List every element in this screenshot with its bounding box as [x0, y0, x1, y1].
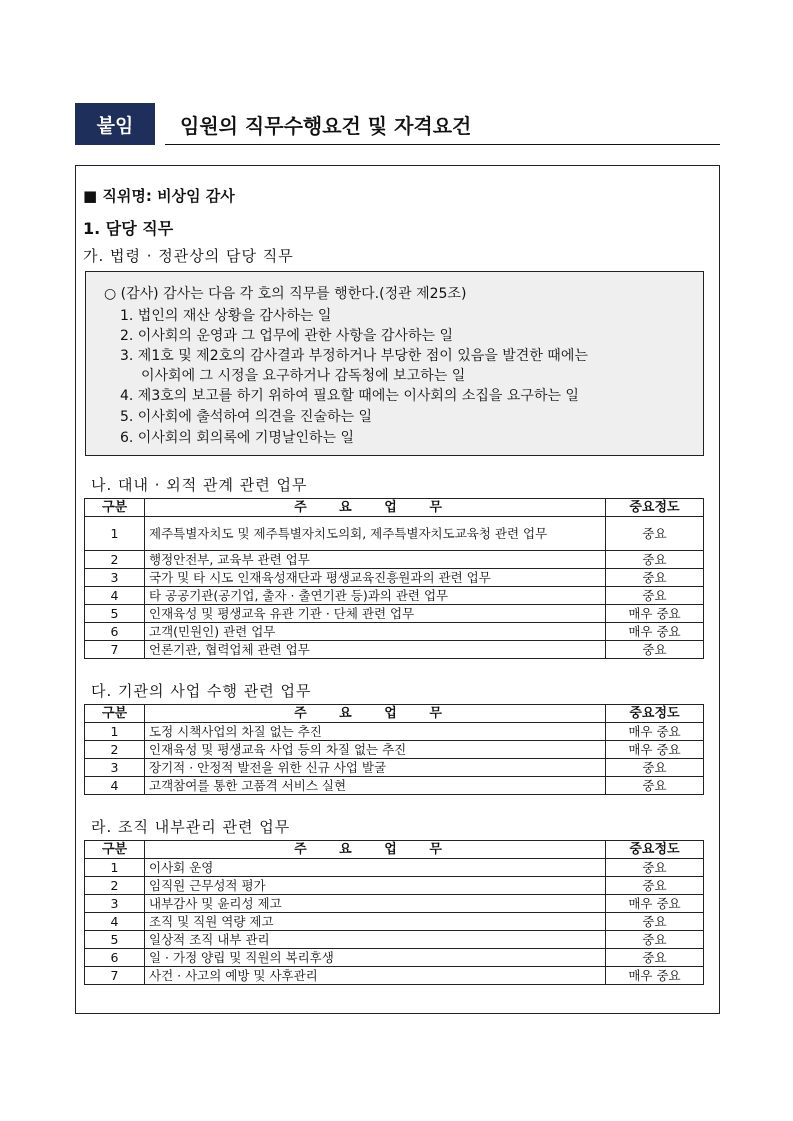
- row-importance: 중요: [606, 587, 704, 605]
- external-relations-table: [84, 498, 704, 659]
- row-duty: 일 · 가정 양립 및 직원의 복리후생: [145, 949, 606, 967]
- table-row: [85, 967, 704, 985]
- row-duty: 조직 및 직원 역량 제고: [145, 913, 606, 931]
- row-duty: 행정안전부, 교육부 관련 업무: [145, 551, 606, 569]
- business-duties-table: [84, 704, 704, 795]
- row-importance: 중요: [606, 759, 704, 777]
- row-number: 5: [85, 931, 145, 949]
- row-number: 3: [85, 569, 145, 587]
- subsection-heading-da: 다. 기관의 사업 수행 관련 업무: [91, 682, 312, 700]
- row-duty: 장기적 · 안정적 발전을 위한 신규 사업 발굴: [145, 759, 606, 777]
- row-number: 4: [85, 777, 145, 795]
- row-duty: 인재육성 및 평생교육 사업 등의 차질 없는 추진: [145, 741, 606, 759]
- duty-item: 6. 이사회의 회의록에 기명날인하는 일: [120, 430, 355, 446]
- attachment-badge: 붙임: [75, 103, 155, 145]
- row-duty: 일상적 조직 내부 관리: [145, 931, 606, 949]
- table-row: [85, 931, 704, 949]
- subsection-heading-na: 나. 대내 · 외적 관계 관련 업무: [91, 476, 308, 494]
- column-header-importance: 중요정도: [606, 841, 704, 859]
- row-importance: 중요: [606, 777, 704, 795]
- row-number: 2: [85, 551, 145, 569]
- row-importance: 중요: [606, 859, 704, 877]
- table-row: [85, 551, 704, 569]
- table-row: [85, 517, 704, 551]
- table-row: [85, 877, 704, 895]
- table-row: [85, 605, 704, 623]
- statutory-duties-box: [85, 271, 704, 456]
- row-duty: 인재육성 및 평생교육 유관 기관 · 단체 관련 업무: [145, 605, 606, 623]
- internal-management-table: [84, 840, 704, 985]
- row-duty: 고객참여를 통한 고품격 서비스 실현: [145, 777, 606, 795]
- row-duty: 언론기관, 협력업체 관련 업무: [145, 641, 606, 659]
- column-header-duty: 주 요 업 무: [145, 841, 606, 859]
- row-importance: 매우 중요: [606, 605, 704, 623]
- row-duty: 이사회 운영: [145, 859, 606, 877]
- table-row: [85, 641, 704, 659]
- row-number: 3: [85, 895, 145, 913]
- row-importance: 매우 중요: [606, 741, 704, 759]
- title-underline: [165, 144, 720, 145]
- row-number: 3: [85, 759, 145, 777]
- row-importance: 중요: [606, 569, 704, 587]
- row-importance: 중요: [606, 877, 704, 895]
- row-duty: 도정 시책사업의 차질 없는 추진: [145, 723, 606, 741]
- row-number: 2: [85, 877, 145, 895]
- table-row: [85, 949, 704, 967]
- duty-item: 2. 이사회의 운영과 그 업무에 관한 사항을 감사하는 일: [120, 328, 453, 344]
- column-header-no: 구분: [85, 499, 145, 517]
- row-duty: 타 공공기관(공기업, 출자 · 출연기관 등)과의 관련 업무: [145, 587, 606, 605]
- row-duty: 내부감사 및 윤리성 제고: [145, 895, 606, 913]
- row-duty: 사건 · 사고의 예방 및 사후관리: [145, 967, 606, 985]
- duty-item: 5. 이사회에 출석하여 의견을 진술하는 일: [120, 409, 372, 425]
- job-title: ■ 직위명: 비상임 감사: [83, 187, 235, 205]
- row-importance: 중요: [606, 641, 704, 659]
- table-row: [85, 741, 704, 759]
- column-header-no: 구분: [85, 705, 145, 723]
- row-number: 7: [85, 641, 145, 659]
- column-header-duty: 주 요 업 무: [145, 499, 606, 517]
- row-importance: 중요: [606, 949, 704, 967]
- row-number: 4: [85, 913, 145, 931]
- row-number: 6: [85, 623, 145, 641]
- table-row: [85, 723, 704, 741]
- column-header-duty: 주 요 업 무: [145, 705, 606, 723]
- row-importance: 매우 중요: [606, 895, 704, 913]
- duty-item: 3. 제1호 및 제2호의 감사결과 부정하거나 부당한 점이 있음을 발견한 때에는: [120, 348, 588, 364]
- duty-item-continued: 이사회에 그 시정을 요구하거나 감독청에 보고하는 일: [141, 368, 466, 384]
- table-row: [85, 895, 704, 913]
- column-header-no: 구분: [85, 841, 145, 859]
- row-importance: 중요: [606, 931, 704, 949]
- row-number: 5: [85, 605, 145, 623]
- section-heading: 1. 담당 직무: [83, 219, 174, 238]
- row-duty: 임직원 근무성적 평가: [145, 877, 606, 895]
- row-importance: 중요: [606, 913, 704, 931]
- column-header-importance: 중요정도: [606, 499, 704, 517]
- row-importance: 매우 중요: [606, 623, 704, 641]
- row-number: 1: [85, 517, 145, 551]
- subsection-heading-ga: 가. 법령 · 정관상의 담당 직무: [83, 247, 294, 265]
- row-number: 2: [85, 741, 145, 759]
- row-duty: 고객(민원인) 관련 업무: [145, 623, 606, 641]
- table-row: [85, 777, 704, 795]
- row-number: 1: [85, 859, 145, 877]
- row-number: 7: [85, 967, 145, 985]
- table-row: [85, 587, 704, 605]
- subsection-heading-ra: 라. 조직 내부관리 관련 업무: [91, 818, 291, 836]
- table-row: [85, 569, 704, 587]
- duty-item: 4. 제3호의 보고를 하기 위하여 필요할 때에는 이사회의 소집을 요구하는 일: [120, 388, 579, 404]
- row-importance: 매우 중요: [606, 967, 704, 985]
- row-importance: 매우 중요: [606, 723, 704, 741]
- duties-intro: ○ (감사) 감사는 다음 각 호의 직무를 행한다.(정관 제25조): [104, 286, 467, 302]
- table-row: [85, 859, 704, 877]
- document-title: 임원의 직무수행요건 및 자격요건: [180, 114, 472, 138]
- row-number: 4: [85, 587, 145, 605]
- table-row: [85, 623, 704, 641]
- row-importance: 중요: [606, 517, 704, 551]
- table-row: [85, 913, 704, 931]
- row-duty: 제주특별자치도 및 제주특별자치도의회, 제주특별자치도교육청 관련 업무: [145, 517, 606, 551]
- column-header-importance: 중요정도: [606, 705, 704, 723]
- duty-item: 1. 법인의 재산 상황을 감사하는 일: [120, 308, 332, 324]
- row-number: 1: [85, 723, 145, 741]
- table-row: [85, 759, 704, 777]
- row-number: 6: [85, 949, 145, 967]
- row-duty: 국가 및 타 시도 인재육성재단과 평생교육진흥원과의 관련 업무: [145, 569, 606, 587]
- row-importance: 중요: [606, 551, 704, 569]
